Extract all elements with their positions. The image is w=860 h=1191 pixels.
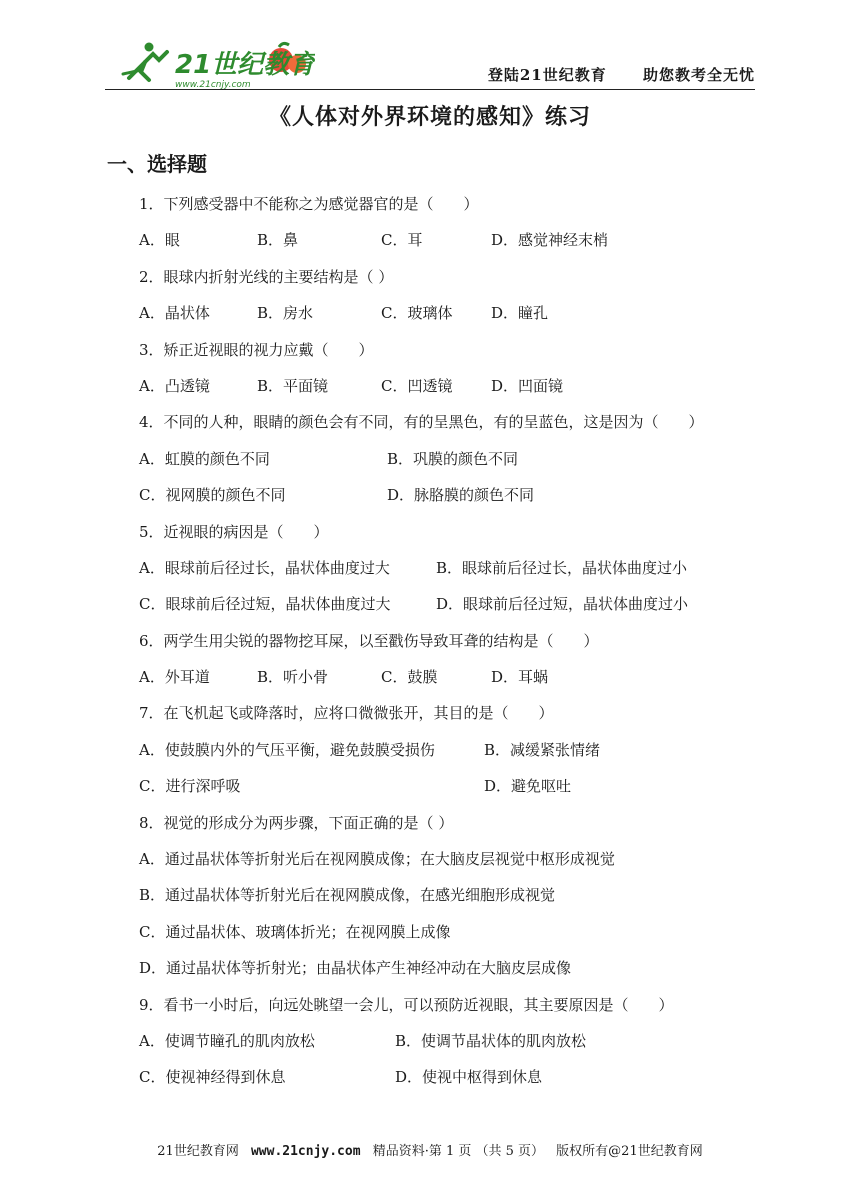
footer-copyright: 版权所有@21世纪教育网: [556, 1144, 703, 1159]
logo-url: www.21cnjy.com: [175, 80, 251, 90]
answer-option: A．眼: [139, 231, 180, 250]
header-slogan: [488, 64, 755, 85]
answer-option: B．通过晶状体等折射光后在视网膜成像，在感光细胞形成视觉: [139, 886, 556, 905]
question-stem: 7．在飞机起飞或降落时，应将口微微张开，其目的是（ ）: [139, 704, 554, 723]
question-stem: 6．两学生用尖锐的器物挖耳屎，以至戳伤导致耳聋的结构是（ ）: [139, 631, 599, 650]
answer-option: A．使调节瞳孔的肌肉放松: [139, 1031, 315, 1050]
logo: [115, 38, 315, 90]
answer-option: A．眼球前后径过长，晶状体曲度过大: [139, 558, 390, 577]
option-row: [0, 1029, 860, 1065]
answer-option: C．玻璃体: [381, 304, 453, 323]
page-header: [105, 38, 755, 90]
answer-option: D．避免呕吐: [484, 777, 572, 796]
answer-option: D．瞳孔: [491, 304, 549, 323]
answer-option: C．鼓膜: [381, 668, 438, 687]
logo-text: 21世纪教育: [175, 50, 315, 80]
answer-option: D．耳蜗: [491, 668, 549, 687]
question-stem: 8．视觉的形成分为两步骤，下面正确的是（ ）: [139, 813, 454, 832]
answer-option: B．巩膜的颜色不同: [387, 449, 519, 468]
option-row: [0, 956, 860, 992]
answer-option: A．虹膜的颜色不同: [139, 449, 270, 468]
option-row: [0, 1065, 860, 1101]
section-heading: 一、选择题: [107, 152, 207, 176]
answer-option: D．感觉神经末梢: [491, 231, 609, 250]
option-row: [0, 774, 860, 810]
footer-site: 21世纪教育网: [157, 1144, 239, 1159]
option-row: [0, 847, 860, 883]
option-row: [0, 665, 860, 701]
answer-option: B．使调节晶状体的肌肉放松: [395, 1031, 587, 1050]
option-row: [0, 447, 860, 483]
page-title: 《人体对外界环境的感知》练习: [268, 104, 591, 130]
answer-option: A．外耳道: [139, 668, 210, 687]
option-row: [0, 228, 860, 264]
answer-option: B．减缓紧张情绪: [484, 740, 601, 759]
question-stem: 5．近视眼的病因是（ ）: [139, 522, 329, 541]
answer-option: C．耳: [381, 231, 423, 250]
slogan-left: 登陆21世纪教育: [487, 66, 607, 84]
option-row: [0, 738, 860, 774]
page-footer: [0, 1140, 860, 1159]
option-row: [0, 920, 860, 956]
answer-option: C．眼球前后径过短，晶状体曲度过大: [139, 595, 391, 614]
answer-option: C．使视神经得到休息: [139, 1068, 286, 1087]
option-row: [0, 374, 860, 410]
answer-option: D．脉胳膜的颜色不同: [387, 486, 535, 505]
footer-url[interactable]: www.21cnjy.com: [250, 1144, 361, 1159]
question-stem: 3．矫正近视眼的视力应戴（ ）: [139, 340, 374, 359]
question-list: [0, 192, 860, 1102]
answer-option: C．通过晶状体、玻璃体折光；在视网膜上成像: [139, 922, 451, 941]
answer-option: C．进行深呼吸: [139, 777, 241, 796]
option-row: [0, 301, 860, 337]
answer-option: D．通过晶状体等折射光；由晶状体产生神经冲动在大脑皮层成像: [139, 959, 572, 978]
answer-option: C．凹透镜: [381, 376, 453, 395]
answer-option: D．眼球前后径过短，晶状体曲度过小: [436, 595, 689, 614]
answer-option: D．凹面镜: [491, 376, 564, 395]
footer-page-info: 精品资料·第 1 页 （共 5 页）: [372, 1144, 545, 1159]
answer-option: B．听小骨: [257, 668, 329, 687]
question-stem: 4．不同的人种，眼睛的颜色会有不同，有的呈黑色，有的呈蓝色，这是因为（ ）: [139, 413, 704, 432]
slogan-right: 助您教考全无忧: [642, 66, 755, 84]
question-stem: 1．下列感受器中不能称之为感觉器官的是（ ）: [139, 195, 479, 213]
answer-option: C．视网膜的颜色不同: [139, 486, 286, 505]
question-stem: 2．眼球内折射光线的主要结构是（ ）: [139, 267, 394, 286]
question-stem: 9．看书一小时后，向远处眺望一会儿，可以预防近视眼，其主要原因是（ ）: [139, 995, 674, 1014]
answer-option: B．房水: [257, 304, 314, 323]
answer-option: D．使视中枢得到休息: [395, 1068, 543, 1087]
answer-option: B．平面镜: [257, 376, 329, 395]
header-divider: [105, 89, 755, 90]
option-row: [0, 483, 860, 519]
answer-option: B．眼球前后径过长，晶状体曲度过小: [436, 558, 688, 577]
option-row: [0, 883, 860, 919]
answer-option: B．鼻: [257, 231, 299, 250]
option-row: [0, 556, 860, 592]
option-row: [0, 592, 860, 628]
answer-option: A．凸透镜: [139, 376, 210, 395]
answer-option: A．晶状体: [139, 304, 210, 323]
answer-option: A．使鼓膜内外的气压平衡，避免鼓膜受损伤: [139, 740, 435, 759]
answer-option: A．通过晶状体等折射光后在视网膜成像；在大脑皮层视觉中枢形成视觉: [139, 850, 615, 869]
